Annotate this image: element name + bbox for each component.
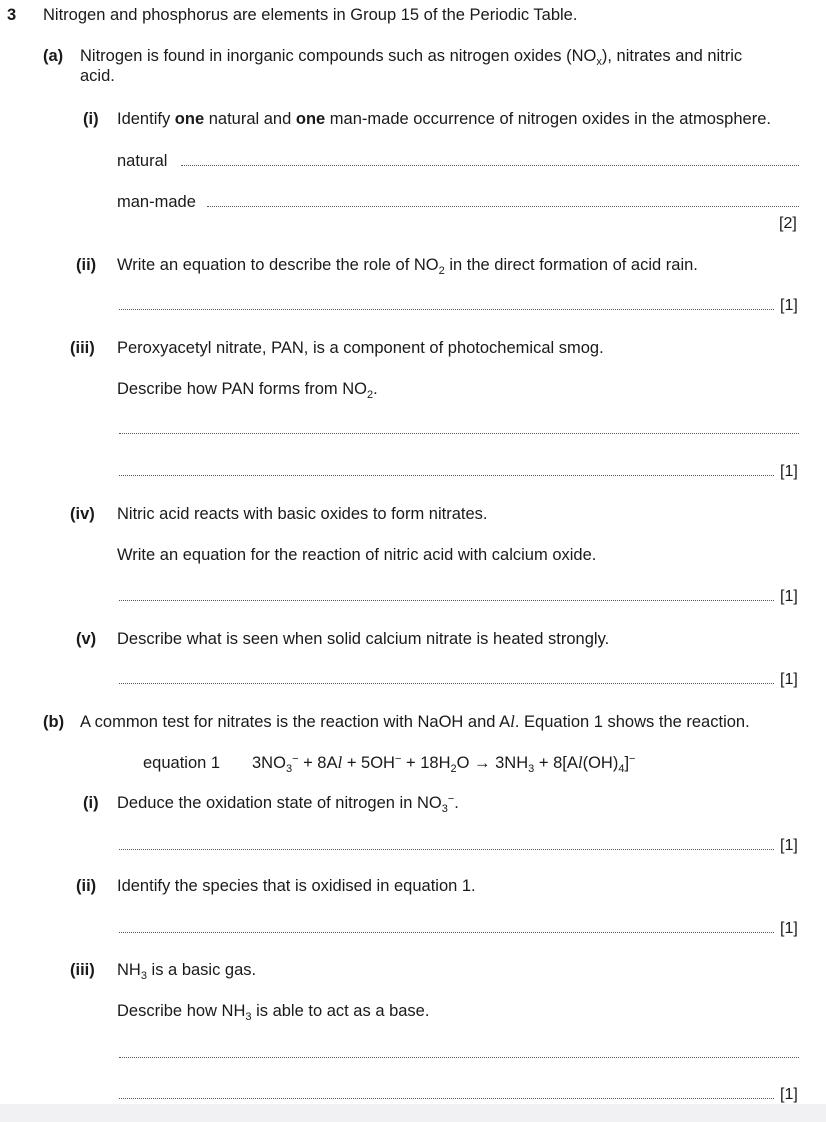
manmade-label: man-made bbox=[117, 193, 196, 211]
eq-subscript: 2 bbox=[450, 763, 457, 775]
subscript: 3 bbox=[441, 803, 448, 815]
eq-term: + 8[A bbox=[534, 754, 578, 772]
marks-b-i: [1] bbox=[780, 837, 798, 854]
part-a-ii-label: (ii) bbox=[76, 256, 97, 274]
subscript: 2 bbox=[367, 389, 374, 401]
answer-line-a-iv[interactable] bbox=[119, 600, 774, 601]
text: Identify bbox=[117, 110, 175, 128]
part-b-iii-line1 bbox=[117, 960, 256, 980]
part-a-i-question bbox=[117, 109, 771, 129]
eq-superscript: − bbox=[292, 753, 299, 765]
eq-script-l: l bbox=[337, 753, 343, 772]
eq-term: 3NO bbox=[252, 754, 286, 772]
part-b-i-label: (i) bbox=[83, 794, 99, 812]
part-b-iii-line2 bbox=[117, 1001, 429, 1021]
emphasis: one bbox=[295, 110, 326, 128]
answer-line-a-v[interactable] bbox=[119, 683, 774, 684]
eq-term: O bbox=[456, 754, 470, 772]
part-b-ii-question: Identify the species that is oxidised in equation 1. bbox=[117, 877, 476, 895]
part-b-label: (b) bbox=[43, 713, 65, 731]
subscript: 2 bbox=[438, 265, 445, 277]
text: NH bbox=[117, 961, 141, 979]
text: in the direct formation of acid rain. bbox=[444, 256, 698, 274]
part-a-iii-label: (iii) bbox=[70, 339, 95, 357]
text: . Equation 1 shows the reaction. bbox=[514, 713, 750, 731]
answer-line-a-iii-2[interactable] bbox=[119, 475, 774, 476]
eq-script-l: l bbox=[577, 753, 583, 772]
question-stem: Nitrogen and phosphorus are elements in Group 15 of the Periodic Table. bbox=[43, 6, 578, 24]
marks-a-iv: [1] bbox=[780, 588, 798, 605]
part-a-v-line1: Describe what is seen when solid calcium nitrate is heated strongly. bbox=[117, 630, 610, 648]
text: is a basic gas. bbox=[146, 961, 257, 979]
manmade-answer-line[interactable] bbox=[207, 206, 799, 207]
eq-term: + 5OH bbox=[342, 754, 395, 772]
answer-line-b-iii-2[interactable] bbox=[119, 1098, 774, 1099]
eq-superscript: − bbox=[629, 753, 636, 765]
part-a-iv-line1: Nitric acid reacts with basic oxides to form nitrates. bbox=[117, 505, 488, 523]
part-a-i-label: (i) bbox=[83, 110, 99, 128]
text: Write an equation to describe the role of NO bbox=[117, 256, 439, 274]
text: A common test for nitrates is the reaction with NaOH and A bbox=[80, 713, 511, 731]
aluminium-script-l: l bbox=[510, 712, 515, 731]
intro-text-end: ), nitrates and nitric bbox=[601, 47, 743, 65]
text: man-made occurrence of nitrogen oxides in the atmosphere. bbox=[325, 110, 771, 128]
eq-term: + 18H bbox=[401, 754, 451, 772]
answer-line-a-ii[interactable] bbox=[119, 309, 774, 310]
part-a-v-label: (v) bbox=[76, 630, 97, 648]
eq-term: ] bbox=[624, 754, 630, 772]
part-a-iv-line2: Write an equation for the reaction of nitric acid with calcium oxide. bbox=[117, 546, 597, 564]
marks-b-iii: [1] bbox=[780, 1086, 798, 1103]
answer-line-a-iii-1[interactable] bbox=[119, 433, 799, 434]
part-a-iii-line1: Peroxyacetyl nitrate, PAN, is a component of photochemical smog. bbox=[117, 339, 604, 357]
eq-arrow: → bbox=[469, 754, 496, 772]
part-a-label: (a) bbox=[43, 47, 64, 65]
part-b-iii-label: (iii) bbox=[70, 961, 95, 979]
answer-line-b-i[interactable] bbox=[119, 849, 774, 850]
eq-subscript: 3 bbox=[285, 763, 293, 775]
part-a-intro-line1 bbox=[80, 46, 742, 66]
part-a-intro-line2: acid. bbox=[80, 67, 115, 85]
marks-a-v: [1] bbox=[780, 671, 798, 688]
part-a-iv-label: (iv) bbox=[70, 505, 95, 523]
marks-a-iii: [1] bbox=[780, 463, 798, 480]
part-b-i-question bbox=[117, 793, 459, 813]
answer-line-b-ii[interactable] bbox=[119, 932, 774, 933]
subscript: 3 bbox=[245, 1011, 252, 1023]
part-b-ii-label: (ii) bbox=[76, 877, 97, 895]
equation-label: equation 1 bbox=[143, 754, 221, 772]
natural-label: natural bbox=[117, 152, 168, 170]
intro-text: Nitrogen is found in inorganic compounds such as nitrogen oxides (NO bbox=[80, 47, 597, 65]
text: . bbox=[373, 380, 378, 398]
text: Describe how PAN forms from NO bbox=[117, 380, 367, 398]
eq-term: (OH) bbox=[582, 754, 619, 772]
text: . bbox=[454, 794, 459, 812]
eq-subscript: 3 bbox=[528, 763, 535, 775]
eq-subscript: 4 bbox=[618, 763, 625, 775]
intro-subscript: x bbox=[596, 56, 602, 68]
part-b-intro bbox=[80, 712, 750, 732]
text: Deduce the oxidation state of nitrogen in NO bbox=[117, 794, 442, 812]
eq-term: + 8A bbox=[298, 754, 338, 772]
text: is able to act as a base. bbox=[251, 1002, 430, 1020]
text: natural and bbox=[204, 110, 296, 128]
emphasis: one bbox=[174, 110, 205, 128]
natural-answer-line[interactable] bbox=[181, 165, 799, 166]
part-a-ii-question bbox=[117, 255, 698, 275]
text: Describe how NH bbox=[117, 1002, 246, 1020]
eq-term: 3NH bbox=[495, 754, 529, 772]
marks-b-ii: [1] bbox=[780, 920, 798, 937]
marks-a-ii: [1] bbox=[780, 297, 798, 314]
page-bottom-strip bbox=[0, 1104, 826, 1122]
subscript: 3 bbox=[140, 970, 147, 982]
equation-1 bbox=[252, 753, 635, 773]
eq-superscript: − bbox=[394, 753, 402, 765]
answer-line-b-iii-1[interactable] bbox=[119, 1057, 799, 1058]
superscript: − bbox=[447, 793, 455, 805]
part-a-iii-line2 bbox=[117, 379, 378, 399]
marks-a-i: [2] bbox=[779, 215, 797, 232]
question-number: 3 bbox=[7, 6, 17, 24]
